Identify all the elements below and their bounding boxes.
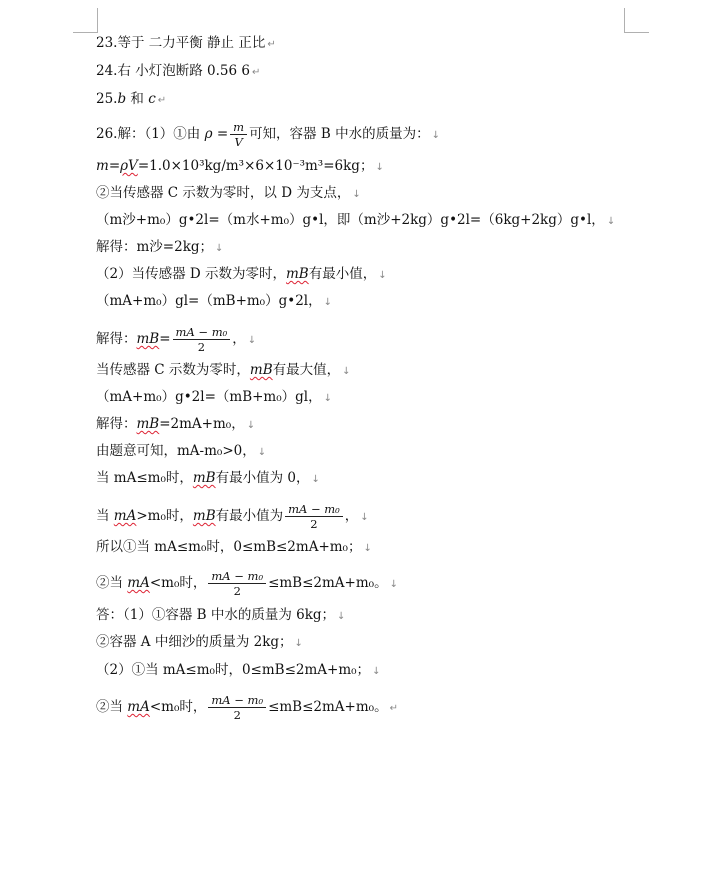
fraction-ma-minus-m0: $\frac{\text{mA − m₀}}{2}$ <box>285 502 343 531</box>
answer-line-26-intro: 26.解：（1）①由 ρ = $\frac{m}{V}$ 可知，容器 B 中水的质量为： ↓ <box>96 120 440 149</box>
corner-crop-mark-icon <box>73 8 98 33</box>
answer-line-23: 23.等于 二力平衡 静止 正比 ↵ <box>96 35 276 51</box>
line-break-icon: ↓ <box>323 393 332 404</box>
condition-statement: 由题意可知，mA-m₀>0， ↓ <box>96 443 267 459</box>
conclusion-1: 所以①当 mA≤m₀时，0≤mB≤2mA+m₀； ↓ <box>96 539 372 555</box>
line-break-icon: ↓ <box>431 130 440 141</box>
answer-summary-2: ②容器 A 中细沙的质量为 2kg； ↓ <box>96 634 303 650</box>
line-break-icon: ↓ <box>372 666 381 677</box>
lever-equation-2: （mA+m₀）gl=（mB+m₀）g•2l， ↓ <box>96 293 332 309</box>
answer-summary-4: ②当 mA<m₀时， $\frac{\text{mA − m₀}}{2}$ ≤mB≤2mA+m₀。 ↵ <box>96 693 398 722</box>
line-break-icon: ↓ <box>375 162 384 173</box>
answer-line-24: 24.右 小灯泡断路 0.56 6 ↵ <box>96 63 261 79</box>
fraction-ma-minus-m0: $\frac{\text{mA − m₀}}{2}$ <box>208 693 266 722</box>
line-break-icon: ↓ <box>215 243 224 254</box>
line-break-icon: ↓ <box>246 420 256 431</box>
water-mass-calc: m=ρV=1.0×10³kg/m³×6×10⁻³m³=6kg； ↓ <box>96 158 384 174</box>
paragraph-mark-icon: ↵ <box>157 95 167 106</box>
fraction-ma-minus-m0: $\frac{\text{mA − m₀}}{2}$ <box>208 569 266 598</box>
line-break-icon: ↓ <box>378 270 387 281</box>
conclusion-2: ②当 mA<m₀时， $\frac{\text{mA − m₀}}{2}$ ≤mB≤2mA+m₀。 ↓ <box>96 569 398 598</box>
line-break-icon: ↓ <box>360 512 369 523</box>
line-break-icon: ↓ <box>606 216 616 227</box>
solve-mb-min: 解得：mB= $\frac{\text{mA − m₀}}{2}$ ， ↓ <box>96 325 257 354</box>
corner-crop-mark-icon <box>624 8 649 33</box>
lever-equation-1: （m沙+m₀）g•2l=（m水+m₀）g•l，即（m沙+2kg）g•2l=（6kg+2kg）g•l， ↓ <box>96 212 616 228</box>
answer-line-25: 25.b 和 c ↵ <box>96 91 167 107</box>
step-2-sensor-c: ②当传感器 C 示数为零时，以 D 为支点， ↓ <box>96 185 361 201</box>
fraction-ma-minus-m0: $\frac{\text{mA − m₀}}{2}$ <box>173 325 231 354</box>
lever-equation-3: （mA+m₀）g•2l=（mB+m₀）gl， ↓ <box>96 389 332 405</box>
line-break-icon: ↓ <box>294 638 303 649</box>
paragraph-mark-icon: ↵ <box>252 67 261 78</box>
line-break-icon: ↓ <box>311 474 320 485</box>
fraction-m-over-v: $\frac{m}{V}$ <box>230 120 247 149</box>
line-break-icon: ↓ <box>363 543 372 554</box>
case-ma-gt-m0: 当 mA>m₀时，mB有最小值为 $\frac{\text{mA − m₀}}{2}$ ， ↓ <box>96 502 369 531</box>
line-break-icon: ↓ <box>323 297 332 308</box>
case-ma-le-m0: 当 mA≤m₀时，mB有最小值为 0， ↓ <box>96 470 320 486</box>
solve-mb-max: 解得：mB=2mA+m₀， ↓ <box>96 416 256 432</box>
sensor-c-max: 当传感器 C 示数为零时，mB有最大值， ↓ <box>96 362 351 378</box>
part-2-sensor-d: （2）当传感器 D 示数为零时，mB有最小值， ↓ <box>96 266 387 282</box>
paragraph-mark-icon: ↵ <box>267 39 276 50</box>
solve-sand-mass: 解得：m沙=2kg； ↓ <box>96 239 224 255</box>
paragraph-mark-icon: ↵ <box>389 703 398 714</box>
line-break-icon: ↓ <box>337 611 346 622</box>
line-break-icon: ↓ <box>352 189 361 200</box>
answer-summary-1: 答：（1）①容器 B 中水的质量为 6kg； ↓ <box>96 607 346 623</box>
answer-summary-3: （2）①当 mA≤m₀时，0≤mB≤2mA+m₀； ↓ <box>96 662 381 678</box>
line-break-icon: ↓ <box>247 335 257 346</box>
line-break-icon: ↓ <box>342 366 351 377</box>
line-break-icon: ↓ <box>257 447 267 458</box>
line-break-icon: ↓ <box>389 579 398 590</box>
